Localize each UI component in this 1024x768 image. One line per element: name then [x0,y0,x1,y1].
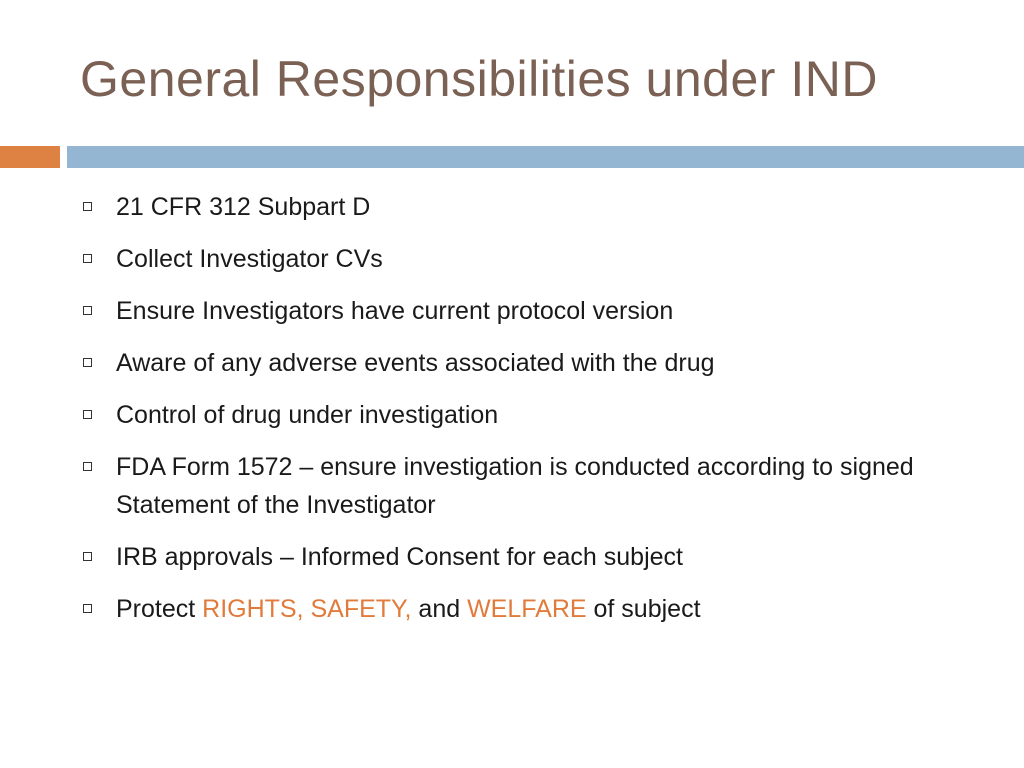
slide-title: General Responsibilities under IND [80,51,878,107]
bullet-text: Collect Investigator CVs [116,245,383,273]
bullet-item [83,292,983,330]
square-bullet-icon [83,202,92,211]
bullet-text-prefix: Protect [116,595,203,623]
bullet-item [83,448,983,524]
square-bullet-icon [83,410,92,419]
bullet-text-suffix: of subject [586,595,701,623]
bullet-text: FDA Form 1572 – ensure investigation is conducted according to signed Statement of the Investigator [116,453,914,519]
bullet-item [83,396,983,434]
square-bullet-icon [83,358,92,367]
accent-bar-orange [0,146,60,168]
square-bullet-icon [83,552,92,561]
bullet-item [83,590,983,628]
highlight-welfare: WELFARE [467,595,587,623]
bullet-text: Ensure Investigators have current protocol version [116,297,674,325]
bullet-text-conjunction: and [411,595,468,623]
bullet-item [83,344,983,382]
highlight-rights-safety: RIGHTS, SAFETY, [202,595,412,623]
bullet-text: Aware of any adverse events associated with the drug [116,349,715,377]
bullet-text: IRB approvals – Informed Consent for each subject [116,543,683,571]
square-bullet-icon [83,462,92,471]
bullet-item [83,188,983,226]
square-bullet-icon [83,604,92,613]
square-bullet-icon [83,306,92,315]
bullet-item [83,240,983,278]
bullet-list [83,188,983,642]
bullet-text: Control of drug under investigation [116,401,499,429]
bullet-text: 21 CFR 312 Subpart D [116,193,371,221]
bullet-item [83,538,983,576]
accent-bar-blue [67,146,1024,168]
square-bullet-icon [83,254,92,263]
